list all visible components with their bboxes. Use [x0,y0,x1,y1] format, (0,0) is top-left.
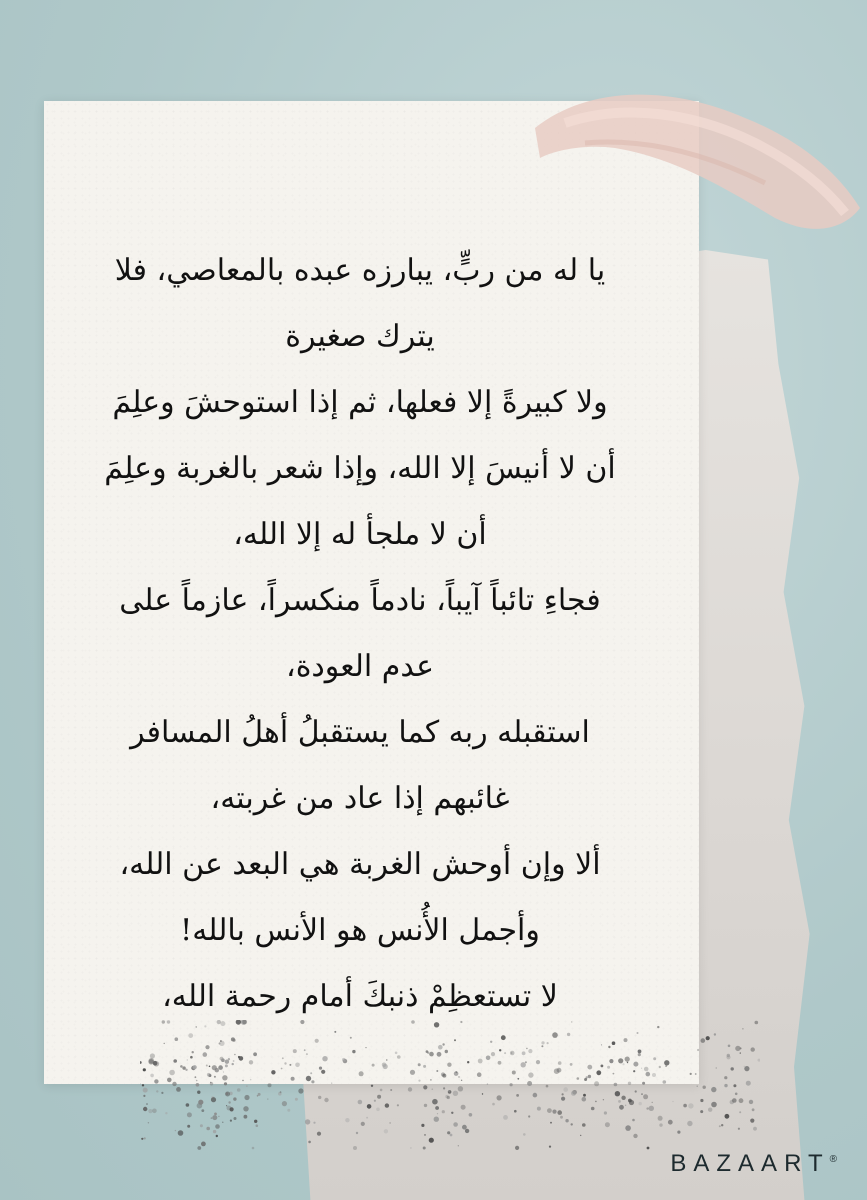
poem-line: استقبله ربه كما يستقبلُ أهلُ المسافر [130,715,590,750]
poem-line: لا تستعظِمْ ذنبكَ أمام رحمة الله، [162,979,558,1014]
poem-line: أن لا ملجأ له إلا الله، [233,517,487,552]
poem-text [60,238,660,1030]
poem-line: فجاءِ تائباً آيباً، نادماً منكسراً، عازماً على [119,583,601,618]
brand-name: BAZAART [670,1150,830,1177]
glitter-speckles [140,1020,760,1150]
bazaart-logo [670,1150,837,1178]
pink-brush-stroke [525,88,865,248]
poem-line: غائبهم إذا عاد من غربته، [210,781,510,816]
poem-line: وأجمل الأُنس هو الأنس بالله! [180,913,540,948]
poem-line: ولا كبيرةً إلا فعلها، ثم إذا استوحشَ وعلِمَ [112,385,608,420]
registered-mark: ® [829,1154,837,1165]
poem-line: أن لا أنيسَ إلا الله، وإذا شعر بالغربة وعلِمَ [104,451,616,486]
poem-line: يترك صغيرة [285,319,435,354]
poem-line: عدم العودة، [286,649,434,684]
poem-line: ألا وإن أوحش الغربة هي البعد عن الله، [119,847,601,882]
poem-line: يا له من ربٍّ، يبارزه عبده بالمعاصي، فلا [114,253,606,288]
